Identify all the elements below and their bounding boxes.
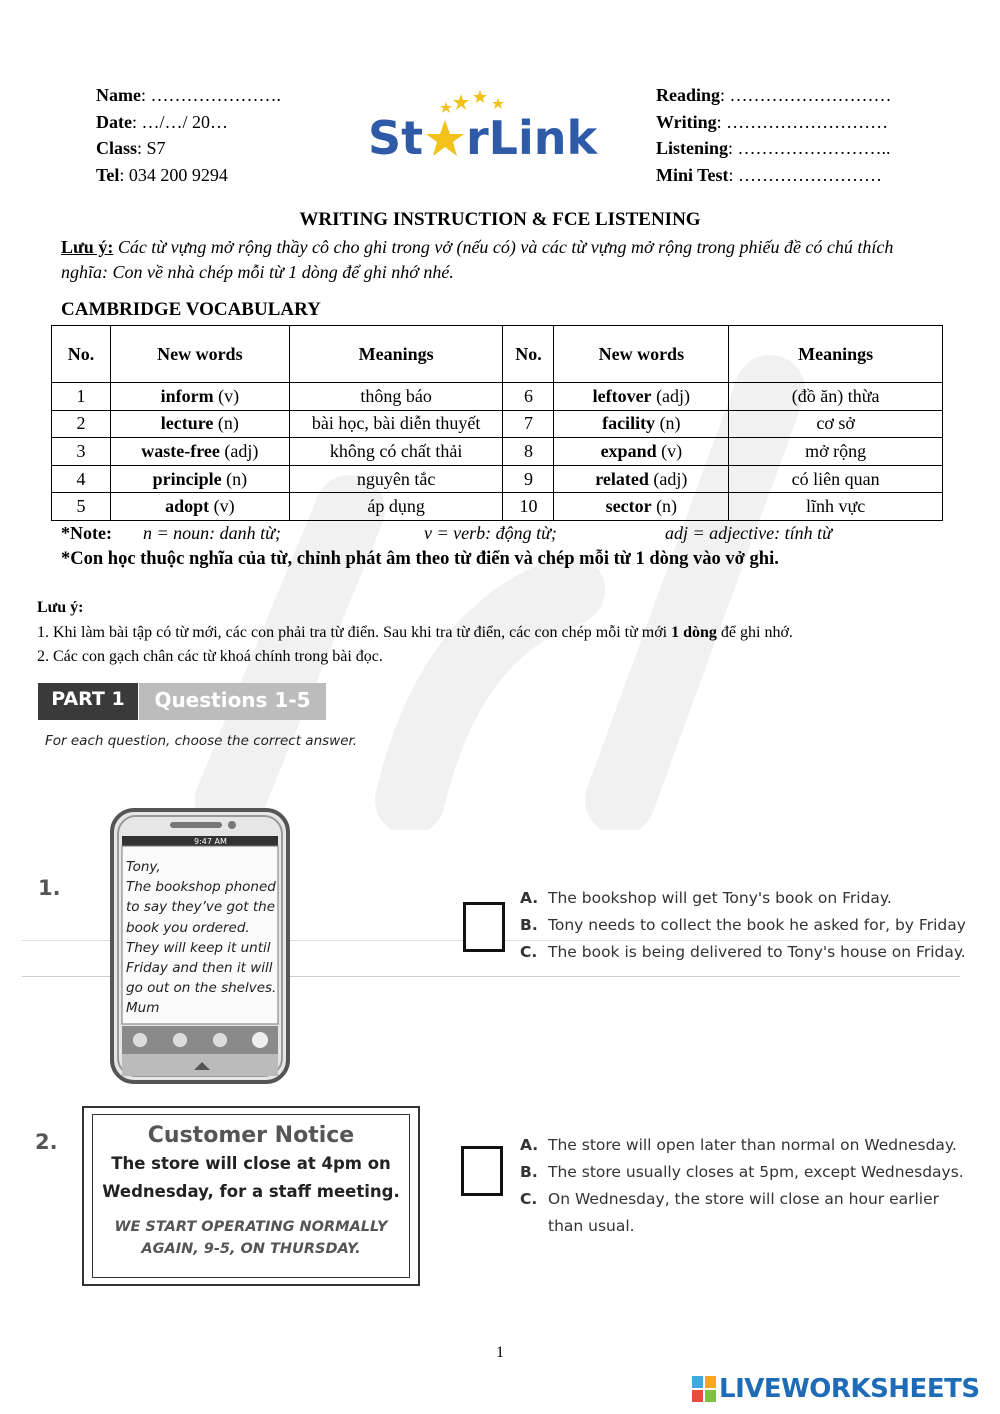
cell-meaning: nguyên tắc xyxy=(289,465,503,493)
cell-meaning: mở rộng xyxy=(729,438,943,466)
logo-stars-icon xyxy=(440,90,504,113)
part-questions: Questions 1-5 xyxy=(139,683,326,720)
col-meanings: Meanings xyxy=(289,326,503,383)
table-row xyxy=(52,438,943,466)
cell-word: inform (v) xyxy=(110,383,289,411)
tel-value: : 034 200 9294 xyxy=(119,164,228,185)
part-instruction: For each question, choose the correct answer. xyxy=(45,733,358,749)
cell-word: leftover (adj) xyxy=(554,383,729,411)
score-info xyxy=(656,82,892,188)
table-row xyxy=(52,410,943,438)
col-no-2: No. xyxy=(503,326,554,383)
answer-box-2[interactable] xyxy=(461,1146,503,1196)
question-2-number: 2. xyxy=(35,1130,58,1154)
cell-word: related (adj) xyxy=(554,465,729,493)
note-label: Lưu ý: xyxy=(61,237,114,257)
col-new-words: New words xyxy=(110,326,289,383)
name-value[interactable]: : …………………. xyxy=(140,85,281,105)
notice-content xyxy=(92,1114,410,1278)
notice-title: Customer Notice xyxy=(147,1123,355,1148)
pos-noun: n = noun: danh từ; xyxy=(143,523,281,543)
tel-label: Tel xyxy=(96,164,120,185)
cell-word: adopt (v) xyxy=(110,493,289,521)
reading-value[interactable]: : ……………………… xyxy=(720,85,892,105)
study-instruction: *Con học thuộc nghĩa của từ, chỉnh phát âm theo từ điển và chép mỗi từ 1 dòng vào vở ghi. xyxy=(61,549,779,569)
minitest-value[interactable]: : …………………… xyxy=(728,164,883,185)
pos-verb: v = verb: động từ; xyxy=(424,523,557,543)
cell-no: 9 xyxy=(503,465,554,493)
cell-meaning: thông báo xyxy=(289,383,503,411)
phone-message: Tony, The bookshop phoned to say they’ve got the book you ordered. They will keep it until Friday and then it will go out on the shelves. Mum xyxy=(126,859,277,1017)
col-new-words-2: New words xyxy=(554,326,729,383)
question-2-options xyxy=(520,1132,970,1240)
notice-body: The store will close at 4pm on Wednesday, for a staff meeting. xyxy=(102,1154,400,1201)
cell-word: expand (v) xyxy=(554,438,729,466)
cell-no: 6 xyxy=(503,383,554,411)
pos-note xyxy=(61,523,832,544)
writing-value[interactable]: : ……………………… xyxy=(716,111,889,132)
class-label: Class xyxy=(96,138,138,158)
student-info xyxy=(96,82,281,188)
notice-footer: WE START OPERATING NORMALLY AGAIN, 9-5, ON THURSDAY. xyxy=(114,1219,388,1257)
cell-no: 4 xyxy=(52,465,111,493)
vocab-header-row xyxy=(52,326,943,383)
logo-star-icon xyxy=(426,120,464,156)
listening-value[interactable]: : …………………….. xyxy=(728,138,891,158)
note-list-label: Lưu ý: xyxy=(37,599,84,616)
table-row xyxy=(52,465,943,493)
table-row xyxy=(52,493,943,521)
note-item-2: 2. Các con gạch chân các từ khoá chính trong bài đọc. xyxy=(37,648,383,665)
class-value: : S7 xyxy=(137,138,166,158)
cell-no: 3 xyxy=(52,438,111,466)
part-banner xyxy=(38,683,326,720)
table-row xyxy=(52,383,943,411)
cell-meaning: có liên quan xyxy=(729,465,943,493)
reading-label: Reading xyxy=(656,85,721,105)
liveworksheets-logo xyxy=(692,1374,980,1404)
option-c[interactable]: C. The book is being delivered to Tony's house on Friday. xyxy=(520,943,966,961)
question-1-options xyxy=(520,885,966,966)
logo-text-right: rLink xyxy=(466,111,598,165)
vocab-title: CAMBRIDGE VOCABULARY xyxy=(61,299,321,320)
listening-label: Listening xyxy=(656,138,729,158)
cell-no: 1 xyxy=(52,383,111,411)
liveworksheets-icon xyxy=(692,1376,716,1402)
pos-note-label: *Note: xyxy=(61,523,112,543)
cell-word: principle (n) xyxy=(110,465,289,493)
option-a[interactable]: A. The store will open later than normal on Wednesday. xyxy=(520,1136,957,1154)
cell-meaning: (đồ ăn) thừa xyxy=(729,383,943,411)
cell-word: waste-free (adj) xyxy=(110,438,289,466)
cell-word: facility (n) xyxy=(554,410,729,438)
phone-time: 9:47 AM xyxy=(194,837,227,846)
option-b[interactable]: B. The store usually closes at 5pm, except Wednesdays. xyxy=(520,1163,964,1181)
option-a[interactable]: A. The bookshop will get Tony's book on Friday. xyxy=(520,889,892,907)
date-label: Date xyxy=(96,111,132,132)
page-title: WRITING INSTRUCTION & FCE LISTENING xyxy=(299,209,701,230)
logo-text-left: St xyxy=(368,111,424,165)
part-label: PART 1 xyxy=(38,683,138,720)
option-b[interactable]: B. Tony needs to collect the book he asked for, by Friday xyxy=(520,916,966,934)
page-number: 1 xyxy=(496,1344,504,1361)
pos-adj: adj = adjective: tính từ xyxy=(665,523,832,543)
starlink-logo xyxy=(368,88,598,168)
option-c-continued: than usual. xyxy=(548,1217,635,1235)
cell-meaning: cơ sở xyxy=(729,410,943,438)
question-1-number: 1. xyxy=(38,876,61,900)
liveworksheets-text: LIVEWORKSHEETS xyxy=(719,1374,980,1404)
note-list xyxy=(37,596,793,670)
minitest-label: Mini Test xyxy=(656,164,729,185)
option-c[interactable]: C. On Wednesday, the store will close an hour earlier xyxy=(520,1190,940,1208)
cell-meaning: bài học, bài diễn thuyết xyxy=(289,410,503,438)
cell-word: lecture (n) xyxy=(110,410,289,438)
cell-no: 2 xyxy=(52,410,111,438)
cell-no: 10 xyxy=(503,493,554,521)
cell-no: 7 xyxy=(503,410,554,438)
cell-meaning: lĩnh vực xyxy=(729,493,943,521)
cell-no: 5 xyxy=(52,493,111,521)
cell-no: 8 xyxy=(503,438,554,466)
col-no: No. xyxy=(52,326,111,383)
col-meanings-2: Meanings xyxy=(729,326,943,383)
date-value[interactable]: : …/…/ 20… xyxy=(131,111,228,132)
note-text: Các từ vựng mở rộng thầy cô cho ghi trong vở (nếu có) và các từ vựng mở rộng trong phiếu đề có chú thích nghĩa: Con về nhà chép mỗi từ 1 dòng để ghi nhớ nhé. xyxy=(61,237,894,282)
writing-label: Writing xyxy=(656,111,717,132)
note-paragraph xyxy=(61,235,941,285)
vocab-table xyxy=(51,325,943,521)
note-item-1: 1. Khi làm bài tập có từ mới, các con phải tra từ điển. Sau khi tra từ điển, các con chép mỗi từ mới 1 dòng để ghi nhớ. xyxy=(37,623,793,641)
name-label: Name xyxy=(96,85,141,105)
answer-box-1[interactable] xyxy=(463,902,505,952)
cell-meaning: không có chất thải xyxy=(289,438,503,466)
cell-word: sector (n) xyxy=(554,493,729,521)
cell-meaning: áp dụng xyxy=(289,493,503,521)
